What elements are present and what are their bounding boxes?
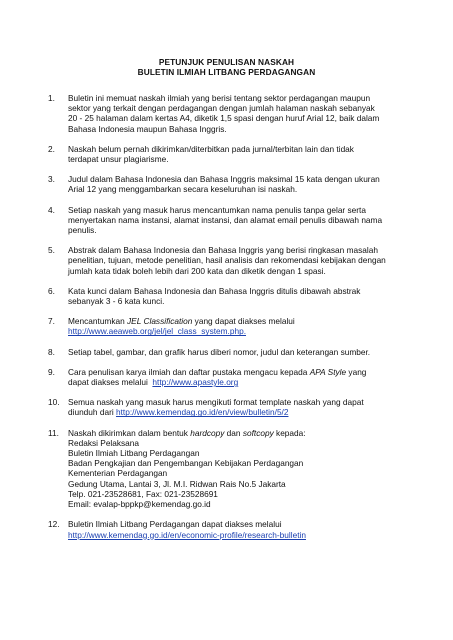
item-number: 3. [48, 174, 55, 185]
link-line [68, 326, 420, 336]
text-segment: dapat diakses melalui [68, 377, 153, 388]
item-number: 8. [48, 346, 55, 357]
item-number: 7. [48, 316, 55, 327]
list-item [48, 316, 420, 336]
address-line: Badan Pengkajian dan Pengembangan Kebijakan Perdagangan [68, 458, 304, 469]
guidelines-list [48, 93, 420, 550]
item-text [68, 428, 420, 438]
item-text: Semua naskah yang masuk harus mengikuti format template naskah yang dapat [68, 397, 364, 408]
address-line: Kementerian Perdagangan [68, 468, 168, 479]
list-item [48, 93, 420, 134]
list-item [48, 205, 420, 236]
text-segment: Naskah dikirimkan dalam bentuk [68, 427, 191, 438]
list-item [48, 428, 420, 510]
item-text: Bahasa Indonesia maupun Bahasa Inggris. [68, 123, 227, 134]
item-text: jumlah kata tidak boleh lebih dari 200 kata dan diketik dengan 1 spasi. [68, 265, 326, 276]
document-title-line1: PETUNJUK PENULISAN NASKAH [158, 57, 295, 67]
jel-classification-link[interactable]: http://www.aeaweb.org/jel/jel_class_system.php. [68, 326, 247, 337]
text-segment: yang dapat diakses melalui [192, 316, 295, 327]
link-line [68, 530, 420, 540]
item-text: Setiap naskah yang masuk harus mencantumkan nama penulis tanpa gelar serta [68, 204, 366, 215]
text-segment: diunduh dari [68, 407, 116, 418]
address-line: Redaksi Pelaksana [68, 437, 140, 448]
item-text [68, 407, 420, 417]
item-number: 11. [48, 427, 59, 438]
item-text: sektor yang terkait dengan perdagangan dengan jumlah halaman naskah sebanyak [68, 103, 375, 114]
item-text [68, 367, 420, 377]
item-text: penelitian, tujuan, metode penelitian, hasil analisis dan rekomendasi kebijakan dengan [68, 255, 386, 266]
jel-classification-term: JEL Classification [127, 316, 193, 327]
contact-email-line: Email: evalap-bppkp@kemendag.go.id [68, 499, 211, 510]
item-text: Buletin ini memuat naskah ilmiah yang berisi tentang sektor perdagangan maupun [68, 93, 371, 103]
item-number: 12. [48, 519, 60, 530]
item-text: Setiap tabel, gambar, dan grafik harus diberi nomor, judul dan keterangan sumber. [68, 346, 371, 357]
address-line: Gedung Utama, Lantai 3, Jl. M.I. Ridwan Rais No.5 Jakarta [68, 478, 286, 489]
item-text [68, 377, 420, 387]
item-number: 5. [48, 245, 55, 256]
list-item [48, 519, 420, 539]
item-text [68, 316, 420, 326]
item-text: sebanyak 3 - 6 kata kunci. [68, 296, 165, 307]
item-number: 4. [48, 204, 55, 215]
apa-style-term: APA Style [309, 366, 347, 377]
text-segment: dan [224, 427, 243, 438]
item-text: terdapat unsur plagiarisme. [68, 154, 169, 165]
item-number: 10. [48, 397, 60, 408]
list-item [48, 347, 420, 357]
item-text: penulis. [68, 225, 97, 236]
item-text: Abstrak dalam Bahasa Indonesia dan Bahasa Inggris yang berisi ringkasan masalah [68, 245, 378, 256]
text-segment: Mencantumkan [68, 316, 128, 327]
item-number: 2. [48, 143, 55, 154]
text-segment: Cara penulisan karya ilmiah dan daftar pustaka mengacu kepada [68, 366, 310, 377]
item-text: Kata kunci dalam Bahasa Indonesia dan Bahasa Inggris ditulis dibawah abstrak [68, 285, 361, 296]
list-item [48, 245, 420, 276]
list-item [48, 286, 420, 306]
item-text: Buletin Ilmiah Litbang Perdagangan dapat diakses melalui [68, 519, 282, 530]
template-download-link[interactable]: http://www.kemendag.go.id/en/view/bulletin/5/2 [115, 407, 289, 418]
item-text: 20 - 25 halaman dalam kertas A4, diketik 1,5 spasi dengan huruf Arial 12, baik dalam [68, 113, 380, 124]
item-number: 6. [48, 285, 55, 296]
softcopy-term: softcopy [242, 427, 274, 438]
text-segment: yang [346, 366, 367, 377]
research-bulletin-link[interactable]: http://www.kemendag.go.id/en/economic-profile/research-bulletin [68, 529, 306, 540]
list-item [48, 397, 420, 417]
item-text: menyertakan nama instansi, alamat instansi, dan alamat email penulis dibawah nama [68, 214, 383, 225]
apa-style-link[interactable]: http://www.apastyle.org [152, 377, 239, 388]
address-line: Buletin Ilmiah Litbang Perdagangan [68, 448, 200, 459]
list-item [48, 367, 420, 387]
text-segment: kepada: [273, 427, 306, 438]
item-text: Naskah belum pernah dikirimkan/diterbitkan pada jurnal/terbitan lain dan tidak [68, 143, 354, 154]
list-item [48, 174, 420, 194]
list-item [48, 144, 420, 164]
document-title-line2: BULETIN ILMIAH LITBANG PERDAGANGAN [137, 67, 316, 77]
item-number: 1. [48, 93, 55, 103]
item-text: Judul dalam Bahasa Indonesia dan Bahasa Inggris maksimal 15 kata dengan ukuran [68, 174, 380, 185]
item-text: Arial 12 yang menggambarkan secara keseluruhan isi naskah. [68, 184, 298, 195]
item-number: 9. [48, 366, 55, 377]
hardcopy-term: hardcopy [190, 427, 225, 438]
contact-phone-line: Telp. 021-23528681, Fax: 021-23528691 [68, 488, 218, 499]
